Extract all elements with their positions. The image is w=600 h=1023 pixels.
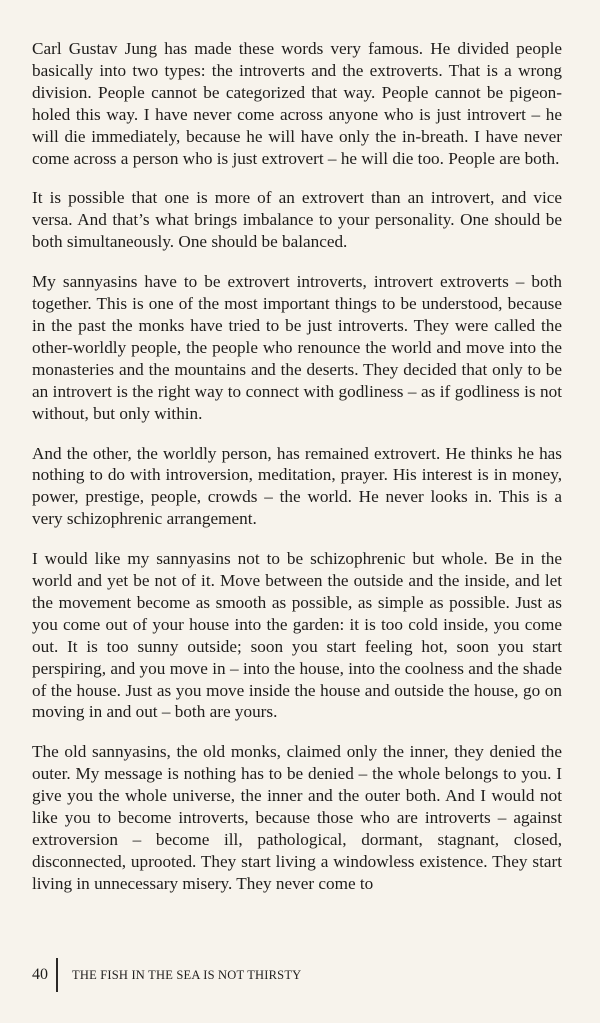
paragraph-5: I would like my sannyasins not to be schizophrenic but whole. Be in the world and yet be not of it. Move between the outside and the inside, and let the movement become as smooth as possible, as simple as possible. Just as you come out of your house into the garden: it is too cold inside, you come out. It is too sunny outside; soon you start feeling hot, soon you start perspiring, and you move in – into the house, into the coolness and the shade of the house. Just as you move inside the house and outside the house, go on moving in and out – both are yours. — [32, 549, 562, 722]
running-title: THE FISH IN THE SEA IS NOT THIRSTY — [72, 967, 302, 982]
paragraph-4: And the other, the worldly person, has remained extrovert. He thinks he has nothing to do with introversion, meditation, prayer. His interest is in money, power, prestige, people, crowds – the world. He never looks in. This is a very schizophrenic arrangement. — [32, 443, 562, 529]
footer-divider — [56, 958, 58, 992]
page-number: 40 — [32, 966, 48, 983]
paragraph-1: Carl Gustav Jung has made these words very famous. He divided people basically into two types: the introverts and the extroverts. That is a wrong division. People cannot be categorized that way. People cannot be pigeon-holed this way. I have never come across anyone who is just introvert – he will die immediately, because he will have only the in-breath. I have never come across a person who is just extrovert – he will die too. People are both. — [32, 39, 562, 168]
paragraph-3: My sannyasins have to be extrovert introverts, introvert extroverts – both together. This is one of the most important things to be understood, because in the past the monks have tried to be just introverts. They were called the other-worldly people, the people who renounce the world and move into the monasteries and the mountains and the deserts. They decided that only to be an introvert is the right way to connect with godliness – as if godliness is not without, but only within. — [32, 272, 562, 423]
paragraph-2: It is possible that one is more of an extrovert than an introvert, and vice versa. And that’s what brings imbalance to your personality. One should be both simultaneously. One should be balanced. — [32, 188, 562, 252]
paragraph-6: The old sannyasins, the old monks, claimed only the inner, they denied the outer. My message is nothing has to be denied – the whole belongs to you. I give you the whole universe, the inner and the outer both. And I would not like you to become introverts, because those who are introverts – against extroversion – become ill, pathological, dormant, stagnant, closed, disconnected, uprooted. They start living a windowless existence. They start living in unnecessary misery. They never come to — [32, 742, 562, 893]
page-footer — [32, 958, 301, 992]
